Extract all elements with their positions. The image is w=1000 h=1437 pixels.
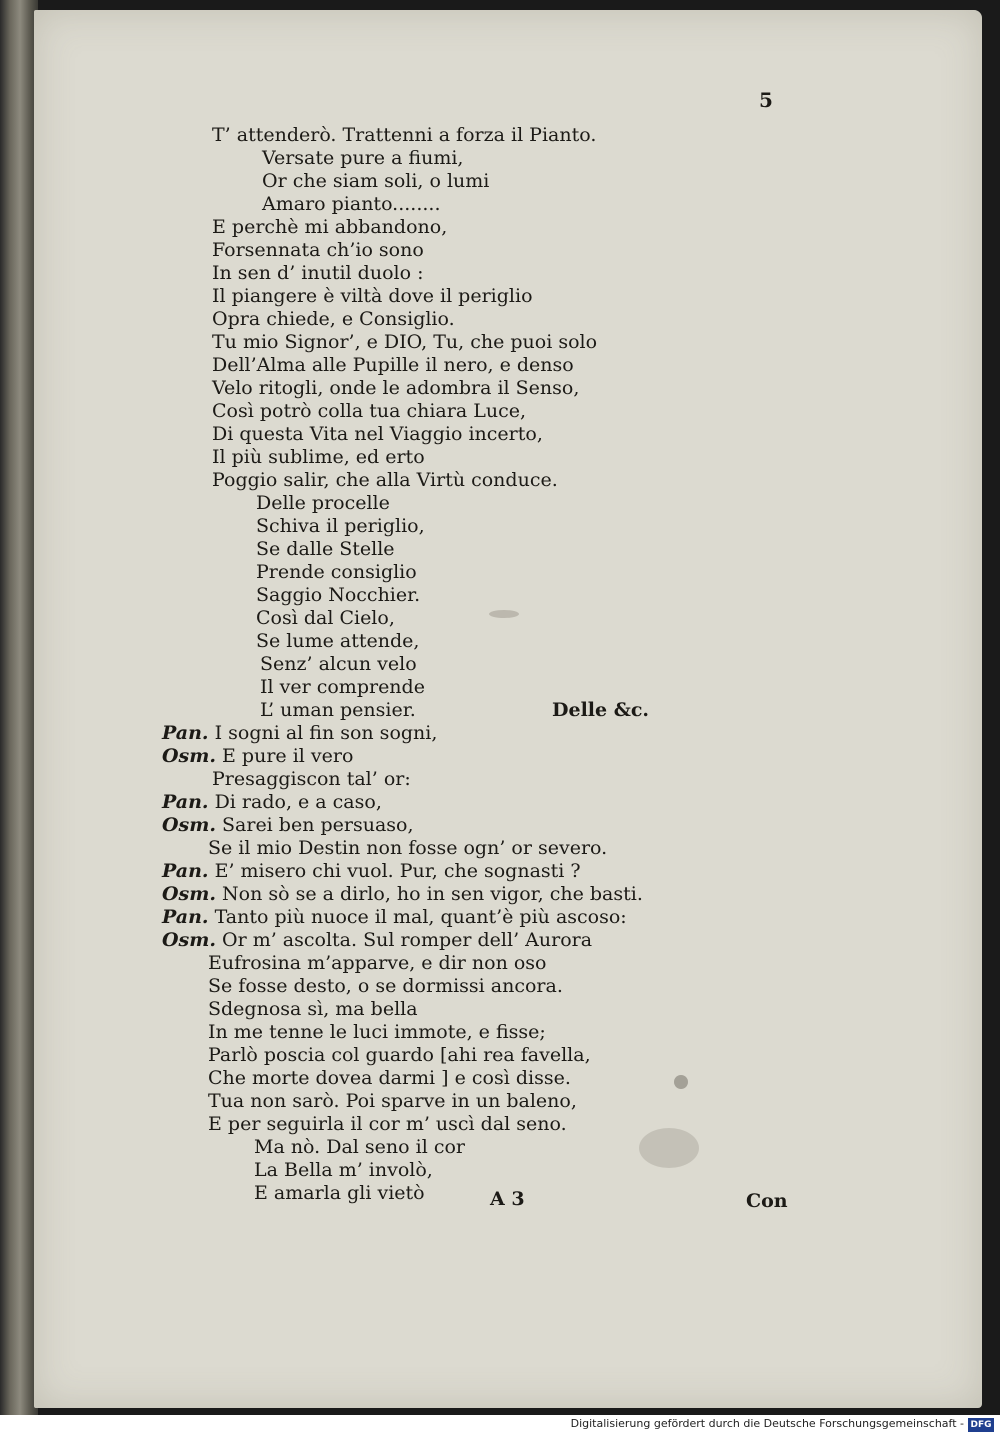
page-number: 5 bbox=[759, 88, 773, 112]
text-line: Che morte dovea darmi ] e così disse. bbox=[208, 1067, 571, 1089]
text-line: Se il mio Destin non fosse ogn’ or severo. bbox=[208, 837, 608, 859]
text-line: Così dal Cielo, bbox=[256, 607, 395, 629]
text-line: Pan. Di rado, e a caso, bbox=[162, 791, 382, 813]
footer-bar bbox=[0, 1415, 1000, 1437]
text-line: Pan. E’ misero chi vuol. Pur, che sognasti ? bbox=[162, 860, 581, 882]
text-line: Osm. Non sò se a dirlo, ho in sen vigor, che basti. bbox=[162, 883, 643, 905]
paper-stain bbox=[674, 1075, 688, 1089]
text-line: Dell’Alma alle Pupille il nero, e denso bbox=[212, 354, 574, 376]
speaker-label: Pan. bbox=[162, 906, 209, 928]
text-line: E amarla gli vietò bbox=[254, 1182, 425, 1204]
text-line: Di questa Vita nel Viaggio incerto, bbox=[212, 423, 543, 445]
text-line: In sen d’ inutil duolo : bbox=[212, 262, 424, 284]
text-line: Eufrosina m’apparve, e dir non oso bbox=[208, 952, 547, 974]
text-line: Pan. Tanto più nuoce il mal, quant’è più ascoso: bbox=[162, 906, 627, 928]
paper-stain bbox=[489, 610, 519, 618]
text-line: Il piangere è viltà dove il periglio bbox=[212, 285, 533, 307]
text-line: Il ver comprende bbox=[260, 676, 425, 698]
text-line: Osm. Sarei ben persuaso, bbox=[162, 814, 414, 836]
text-line: Se fosse desto, o se dormissi ancora. bbox=[208, 975, 563, 997]
text-line: Opra chiede, e Consiglio. bbox=[212, 308, 455, 330]
book-page bbox=[34, 10, 982, 1408]
text-line: Or che siam soli, o lumi bbox=[262, 170, 490, 192]
text-line: Parlò poscia col guardo [ahi rea favella, bbox=[208, 1044, 591, 1066]
text-line: Tua non sarò. Poi sparve in un baleno, bbox=[208, 1090, 577, 1112]
text-line: Il più sublime, ed erto bbox=[212, 446, 425, 468]
text-line: Presaggiscon tal’ or: bbox=[212, 768, 411, 790]
text-line: La Bella m’ involò, bbox=[254, 1159, 433, 1181]
text-line: Prende consiglio bbox=[256, 561, 417, 583]
text-line: Delle procelle bbox=[256, 492, 390, 514]
text-line: E per seguirla il cor m’ uscì dal seno. bbox=[208, 1113, 567, 1135]
speaker-label: Osm. bbox=[162, 814, 216, 836]
text-line: Se lume attende, bbox=[256, 630, 420, 652]
speaker-label: Osm. bbox=[162, 745, 216, 767]
text-line: Sdegnosa sì, ma bella bbox=[208, 998, 418, 1020]
text-line: Tu mio Signor’, e DIO, Tu, che puoi solo bbox=[212, 331, 598, 353]
speaker-label: Osm. bbox=[162, 883, 216, 905]
text-line: Versate pure a fiumi, bbox=[262, 147, 464, 169]
catchword: Con bbox=[746, 1190, 788, 1212]
text-line: Ma nò. Dal seno il cor bbox=[254, 1136, 465, 1158]
speaker-label: Pan. bbox=[162, 722, 209, 744]
paper-stain bbox=[639, 1128, 699, 1168]
funding-credit: Digitalisierung gefördert durch die Deutsche Forschungsgemeinschaft - bbox=[570, 1417, 964, 1430]
dfg-logo: DFG bbox=[968, 1418, 994, 1432]
text-line: Poggio salir, che alla Virtù conduce. bbox=[212, 469, 558, 491]
speaker-label: Pan. bbox=[162, 791, 209, 813]
text-line: Osm. Or m’ ascolta. Sul romper dell’ Aurora bbox=[162, 929, 593, 951]
text-line: Pan. I sogni al fin son sogni, bbox=[162, 722, 438, 744]
text-line: Saggio Nocchier. bbox=[256, 584, 421, 606]
text-line: Amaro pianto........ bbox=[262, 193, 441, 215]
speaker-label: Osm. bbox=[162, 929, 216, 951]
aria-reprise-marker: Delle &c. bbox=[552, 699, 650, 721]
text-line: Senz’ alcun velo bbox=[260, 653, 417, 675]
text-line: Forsennata ch’io sono bbox=[212, 239, 424, 261]
text-line: T’ attenderò. Trattenni a forza il Pianto. bbox=[212, 124, 597, 146]
text-line: Osm. E pure il vero bbox=[162, 745, 354, 767]
text-line: Velo ritogli, onde le adombra il Senso, bbox=[212, 377, 580, 399]
text-line: E perchè mi abbandono, bbox=[212, 216, 448, 238]
text-line: In me tenne le luci immote, e fisse; bbox=[208, 1021, 546, 1043]
signature-mark: A 3 bbox=[490, 1188, 525, 1210]
text-line: L’ uman pensier. bbox=[260, 699, 416, 721]
speaker-label: Pan. bbox=[162, 860, 209, 882]
text-line: Così potrò colla tua chiara Luce, bbox=[212, 400, 526, 422]
book-gutter bbox=[0, 0, 38, 1415]
text-line: Schiva il periglio, bbox=[256, 515, 425, 537]
text-line: Se dalle Stelle bbox=[256, 538, 395, 560]
